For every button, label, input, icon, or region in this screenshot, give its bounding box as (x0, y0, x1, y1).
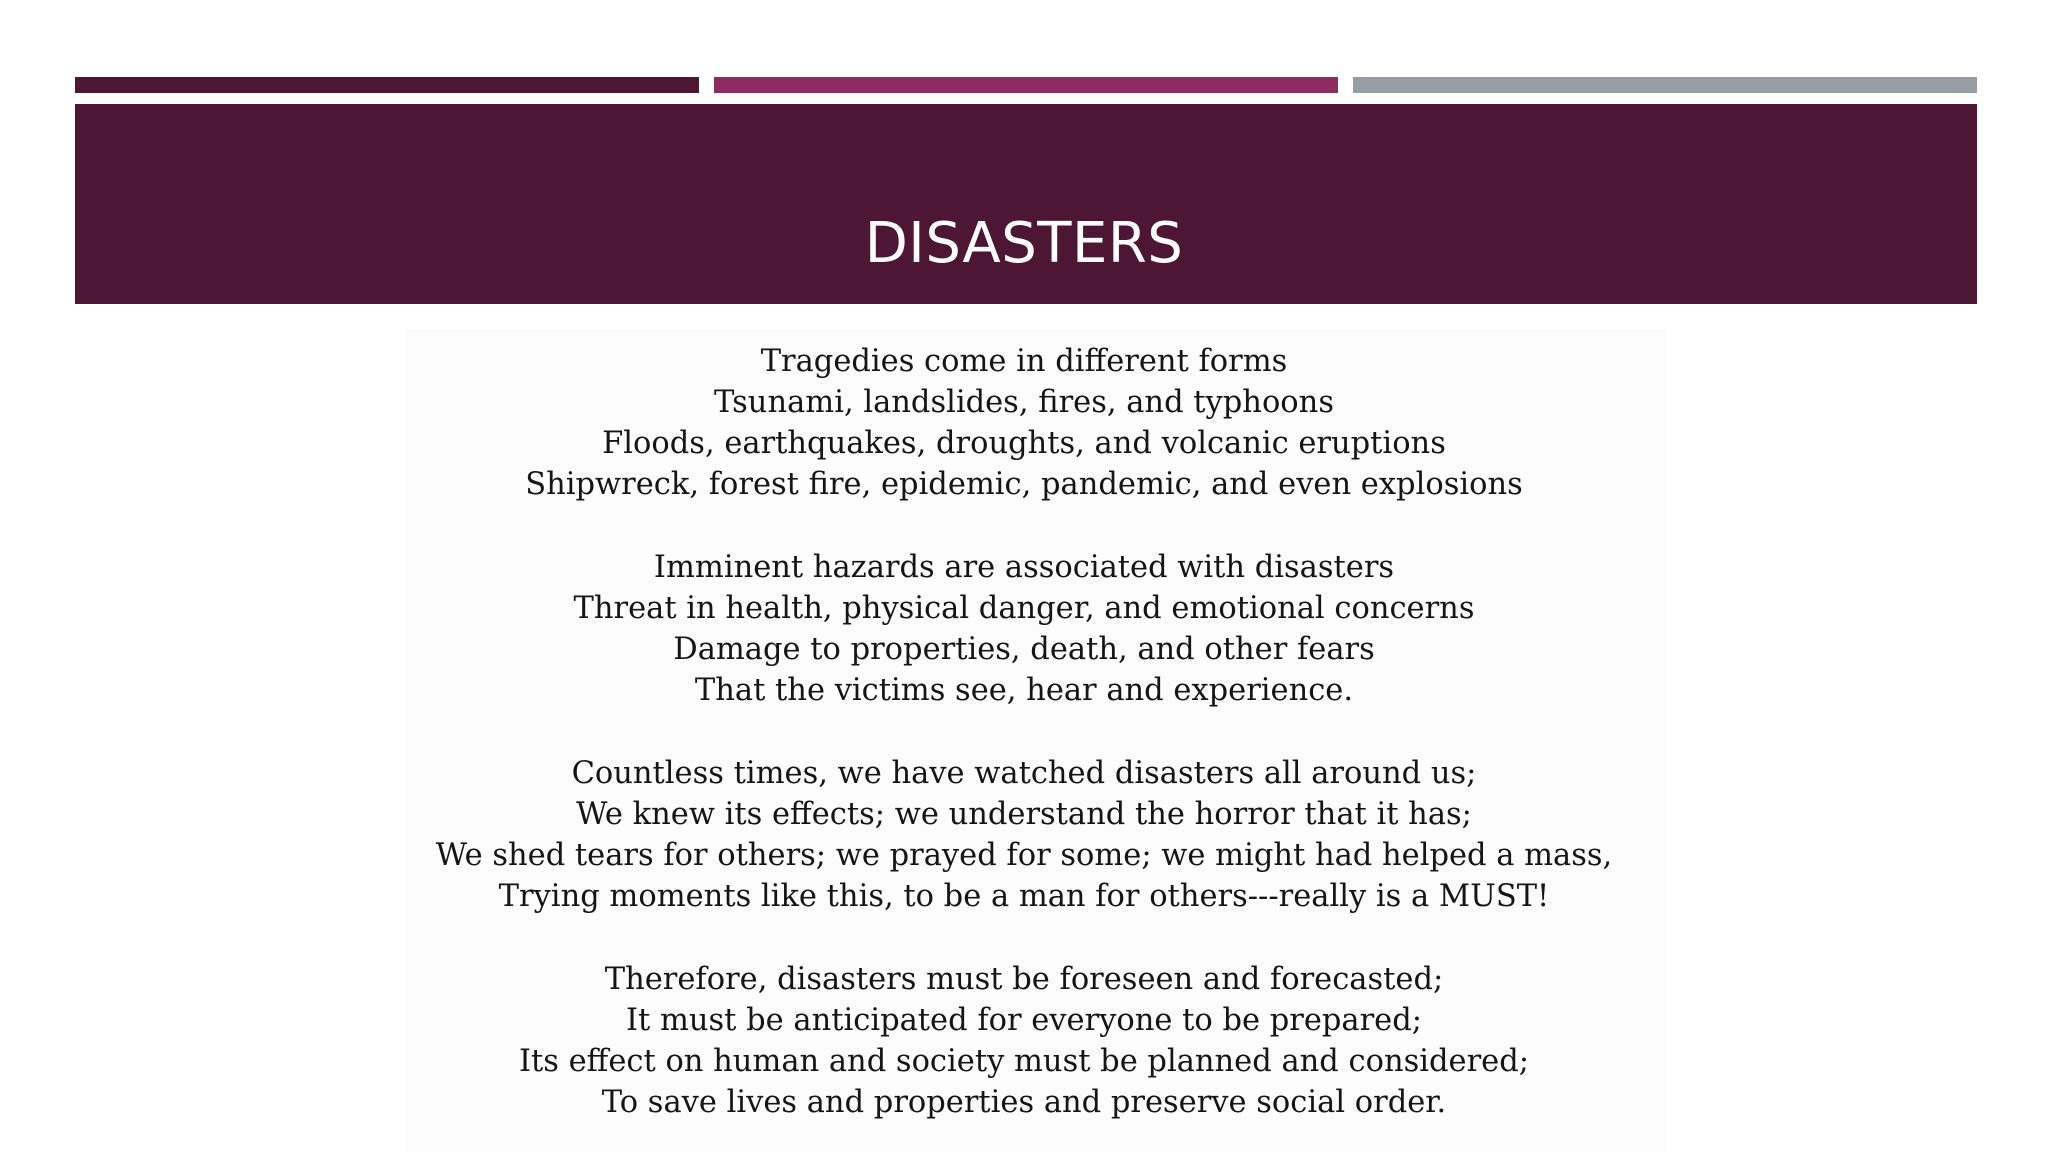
poem-line: Damage to properties, death, and other fears (673, 632, 1375, 667)
poem-line: We knew its effects; we understand the horror that it has; (576, 797, 1472, 832)
poem-line: Tragedies come in different forms (760, 344, 1288, 379)
poem-line: Shipwreck, forest fire, epidemic, pandemic, and even explosions (525, 467, 1523, 502)
poem-line: Trying moments like this, to be a man for others---really is a MUST! (498, 879, 1550, 914)
poem-line: Floods, earthquakes, droughts, and volcanic eruptions (602, 426, 1446, 461)
poem-line: Tsunami, landslides, fires, and typhoons (714, 385, 1334, 420)
poem-line: Its effect on human and society must be planned and considered; (518, 1044, 1529, 1079)
accent-bar-dark (75, 77, 699, 93)
slide-title: DISASTERS (864, 211, 1184, 276)
poem-line: That the victims see, hear and experience. (694, 673, 1354, 708)
accent-bar-gray (1353, 77, 1977, 93)
poem-line: It must be anticipated for everyone to be prepared; (625, 1003, 1423, 1038)
accent-bar-magenta (714, 77, 1338, 93)
stanza-2 (0, 547, 2048, 711)
poem-line: We shed tears for others; we prayed for some; we might had helped a mass, (435, 838, 1613, 873)
poem-line: Imminent hazards are associated with disasters (653, 550, 1395, 585)
poem-body (0, 341, 2048, 1165)
poem-line: Countless times, we have watched disasters all around us; (571, 756, 1477, 791)
stanza-4 (0, 959, 2048, 1123)
stanza-3 (0, 753, 2048, 917)
poem-line: Therefore, disasters must be foreseen and forecasted; (604, 962, 1444, 997)
poem-line: To save lives and properties and preserve social order. (601, 1085, 1447, 1120)
poem-line: Threat in health, physical danger, and emotional concerns (573, 591, 1475, 626)
stanza-1 (0, 341, 2048, 505)
